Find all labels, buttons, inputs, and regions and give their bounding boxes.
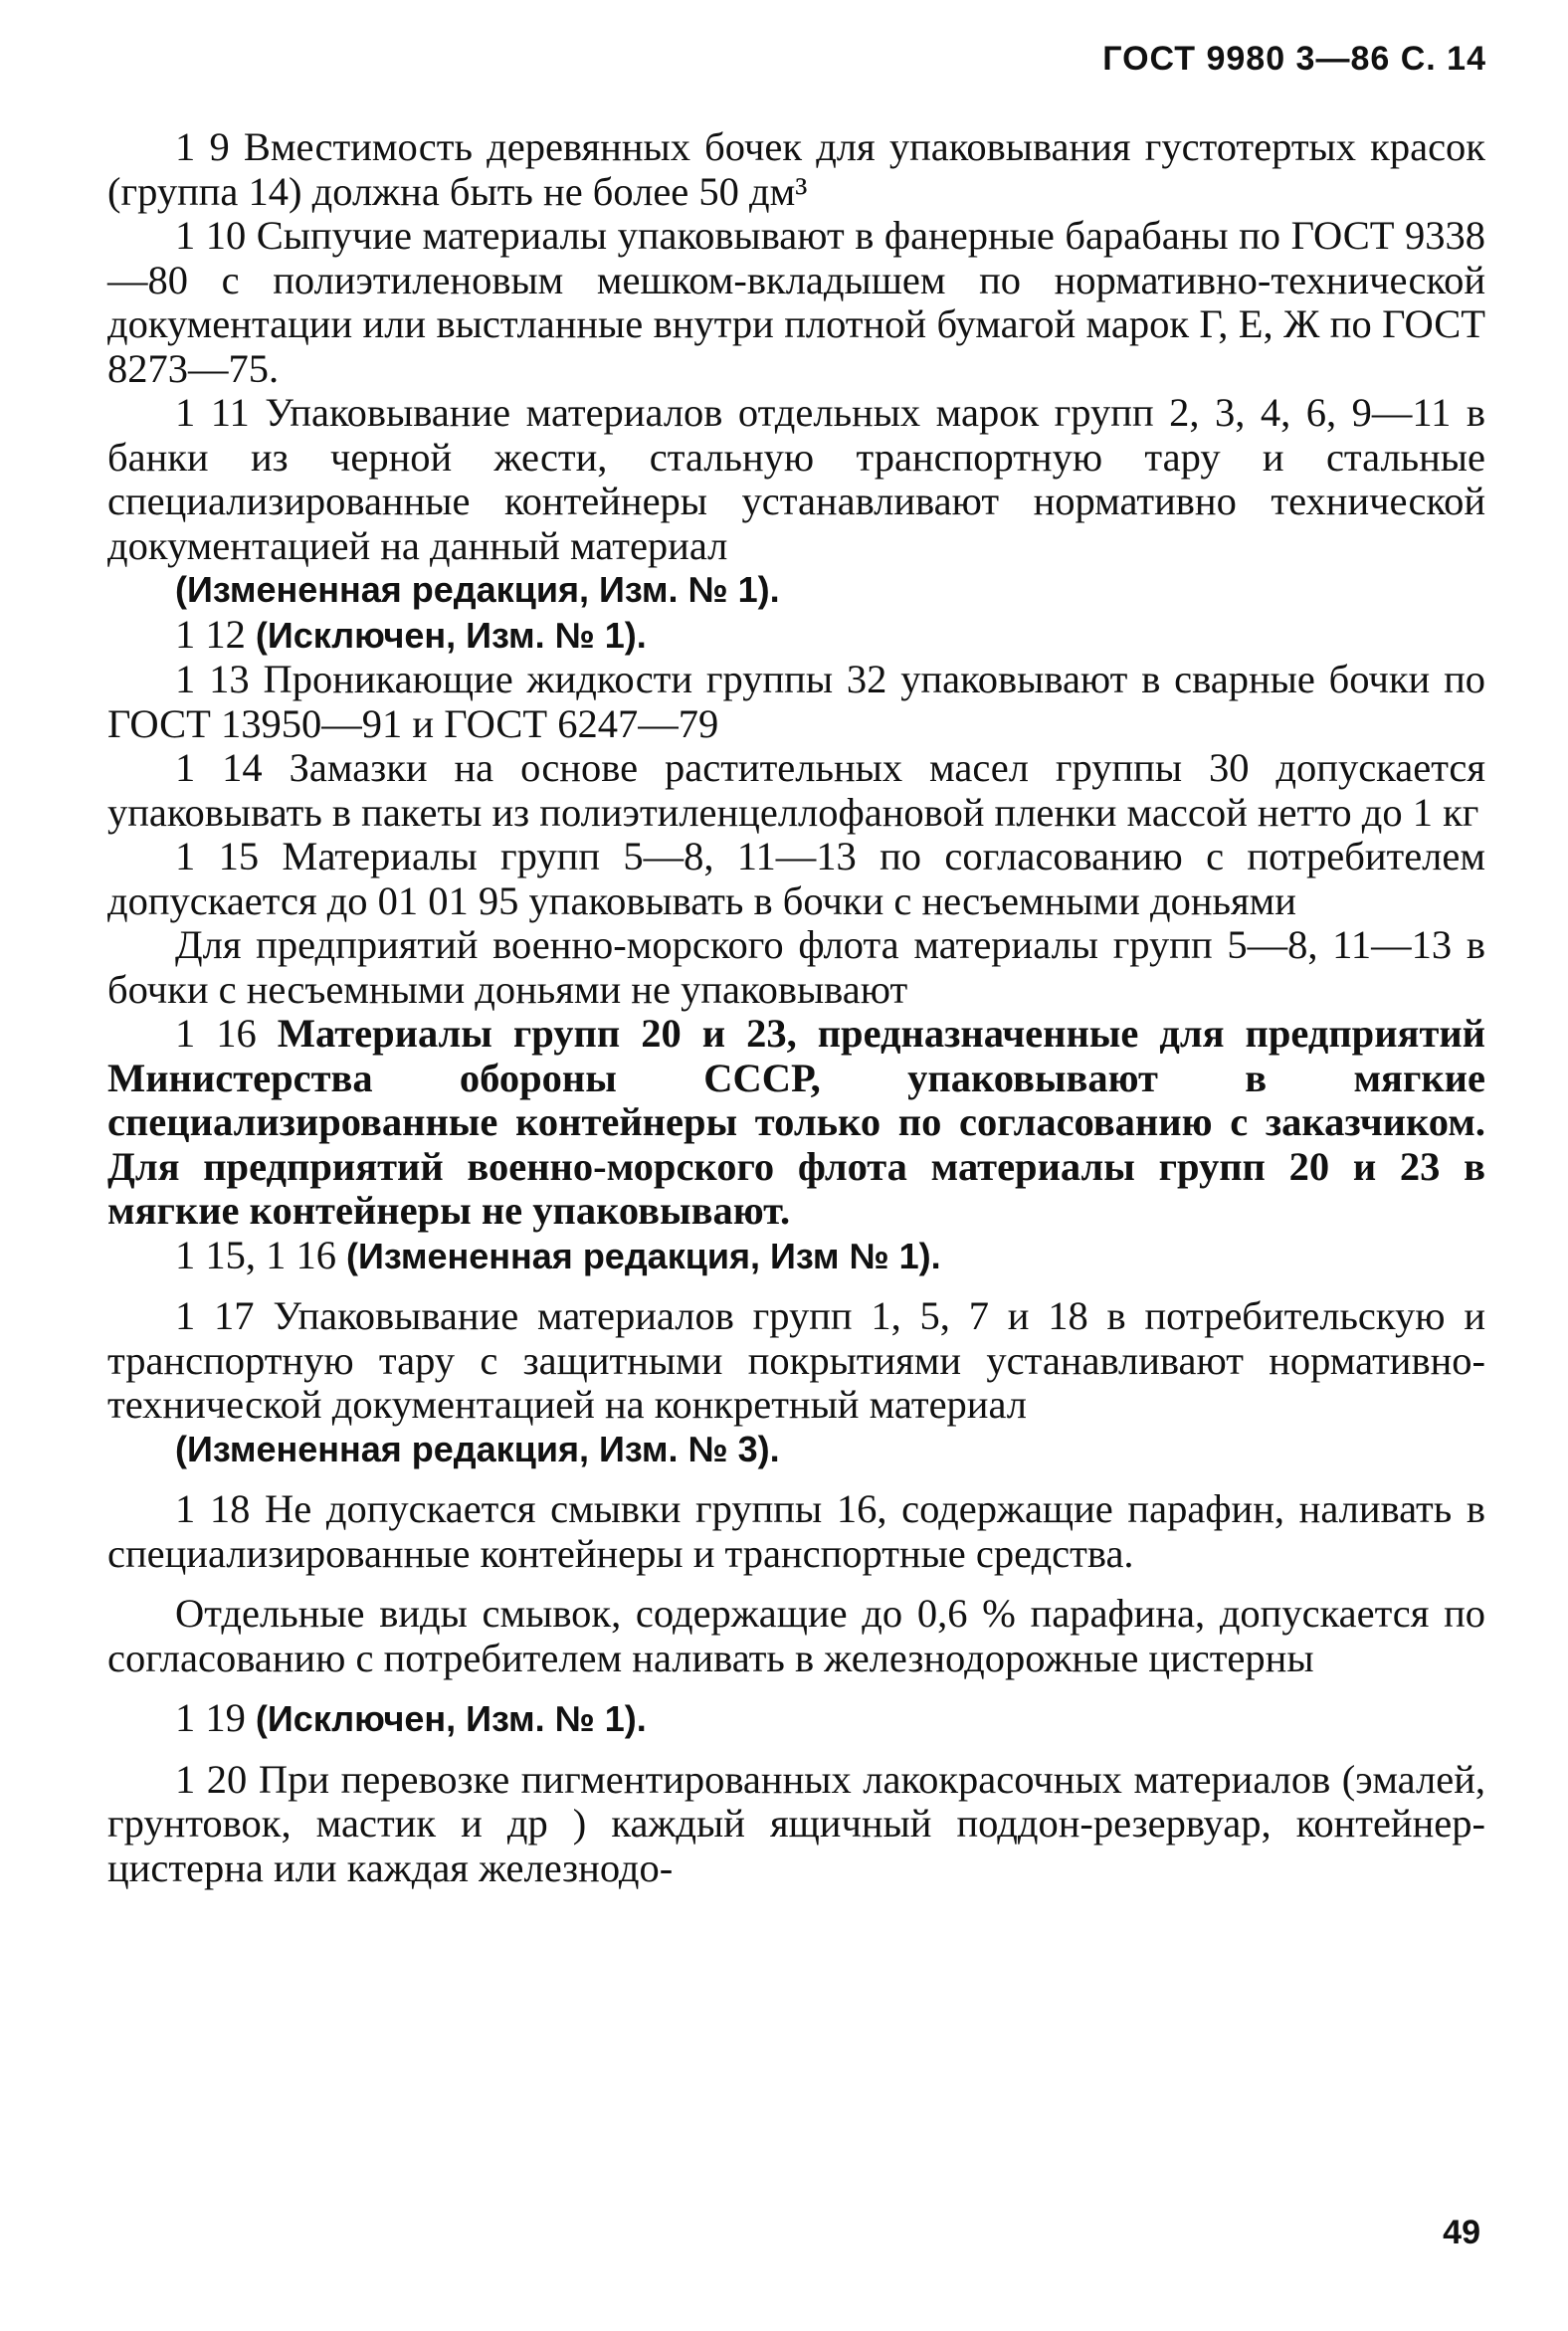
body-text	[107, 125, 1485, 1890]
paragraph-1-13: 1 13 Проникающие жидкости группы 32 упаковывают в сварные бочки по ГОСТ 13950—91 и ГОСТ 6247—79	[107, 657, 1485, 746]
page-number: 49	[1443, 2214, 1480, 2251]
paragraph-1-10: 1 10 Сыпучие материалы упаковывают в фанерные барабаны по ГОСТ 9338—80 с полиэтиленовым мешком-вкладышем по нормативно-технической документации или выстланные внутри плотной бумагой марок Г, Е, Ж по ГОСТ 8273—75.	[107, 213, 1485, 391]
paragraph-1-20: 1 20 При перевозке пигментированных лакокрасочных материалов (эмалей, грунтовок, мастик и др ) каждый ящичный поддон-резервуар, контейнер-цистерна или каждая железнодо-	[107, 1756, 1485, 1890]
paragraph-1-18: 1 18 Не допускается смывки группы 16, содержащие парафин, наливать в специализированные контейнеры и транспортные средства.	[107, 1486, 1485, 1576]
paragraph-1-17: 1 17 Упаковывание материалов групп 1, 5, 7 и 18 в потребительскую и транспортную тару с защитными покрытиями устанавливают нормативно-технической документацией на конкретный материал	[107, 1293, 1485, 1427]
paragraph-1-12-number: 1 12	[175, 611, 246, 657]
paragraph-1-9: 1 9 Вместимость деревянных бочек для упаковывания густотертых красок (группа 14) должна быть не более 50 дм³	[107, 124, 1485, 214]
paragraph-1-12	[107, 613, 1485, 659]
paragraph-1-16-number: 1 16	[175, 1011, 257, 1056]
amendment-note-1-15-1-16-number: 1 15, 1 16	[175, 1232, 336, 1277]
paragraph-1-18-exception: Отдельные виды смывок, содержащие до 0,6 % парафина, допускается по согласованию с потребителем наливать в железнодорожные цистерны	[107, 1591, 1485, 1680]
paragraph-1-15-navy: Для предприятий военно-морского флота материалы групп 5—8, 11—13 в бочки с несъемными доньями не упаковывают	[107, 922, 1485, 1012]
amendment-note-1-11: (Измененная редакция, Изм. № 1).	[175, 569, 780, 610]
paragraph-1-11: 1 11 Упаковывание материалов отдельных марок групп 2, 3, 4, 6, 9—11 в банки из черной жести, стальную транспортную тару и стальные специализированные контейнеры устанавливают нормативно технической документацией на данный материал	[107, 390, 1485, 568]
paragraph-1-15: 1 15 Материалы групп 5—8, 11—13 по согласованию с потребителем допускается до 01 01 95 упаковывать в бочки с несъемными доньями	[107, 834, 1485, 923]
paragraph-1-16	[107, 1012, 1485, 1234]
amendment-note-1-17: (Измененная редакция, Изм. № 3).	[175, 1428, 780, 1469]
amendment-note-1-15-1-16-text: (Измененная редакция, Изм № 1).	[346, 1235, 941, 1276]
running-head: ГОСТ 9980 3—86 С. 14	[1102, 40, 1486, 78]
paragraph-1-16-text-a: Материалы групп 20 и 23, предназначенные для предприятий Министерства обороны СССР, упаковывают в мягкие специализированные контейнеры только по согласованию с заказчиком.	[107, 1011, 1486, 1144]
paragraph-1-19-number: 1 19	[175, 1695, 246, 1740]
paragraph-1-14: 1 14 Замазки на основе растительных масел группы 30 допускается упаковывать в пакеты из полиэтиленцеллофановой пленки массой нетто до 1 кг	[107, 745, 1485, 835]
paragraph-1-16-text-b: Для предприятий военно-морского флота материалы групп 20 и 23 в мягкие контейнеры не упаковывают.	[107, 1143, 1485, 1233]
amendment-note-1-15-1-16	[107, 1234, 1485, 1279]
paragraph-1-19	[107, 1696, 1485, 1742]
paragraph-1-19-text: (Исключен, Изм. № 1).	[255, 1698, 647, 1739]
paragraph-1-12-text: (Исключен, Изм. № 1).	[255, 614, 647, 656]
